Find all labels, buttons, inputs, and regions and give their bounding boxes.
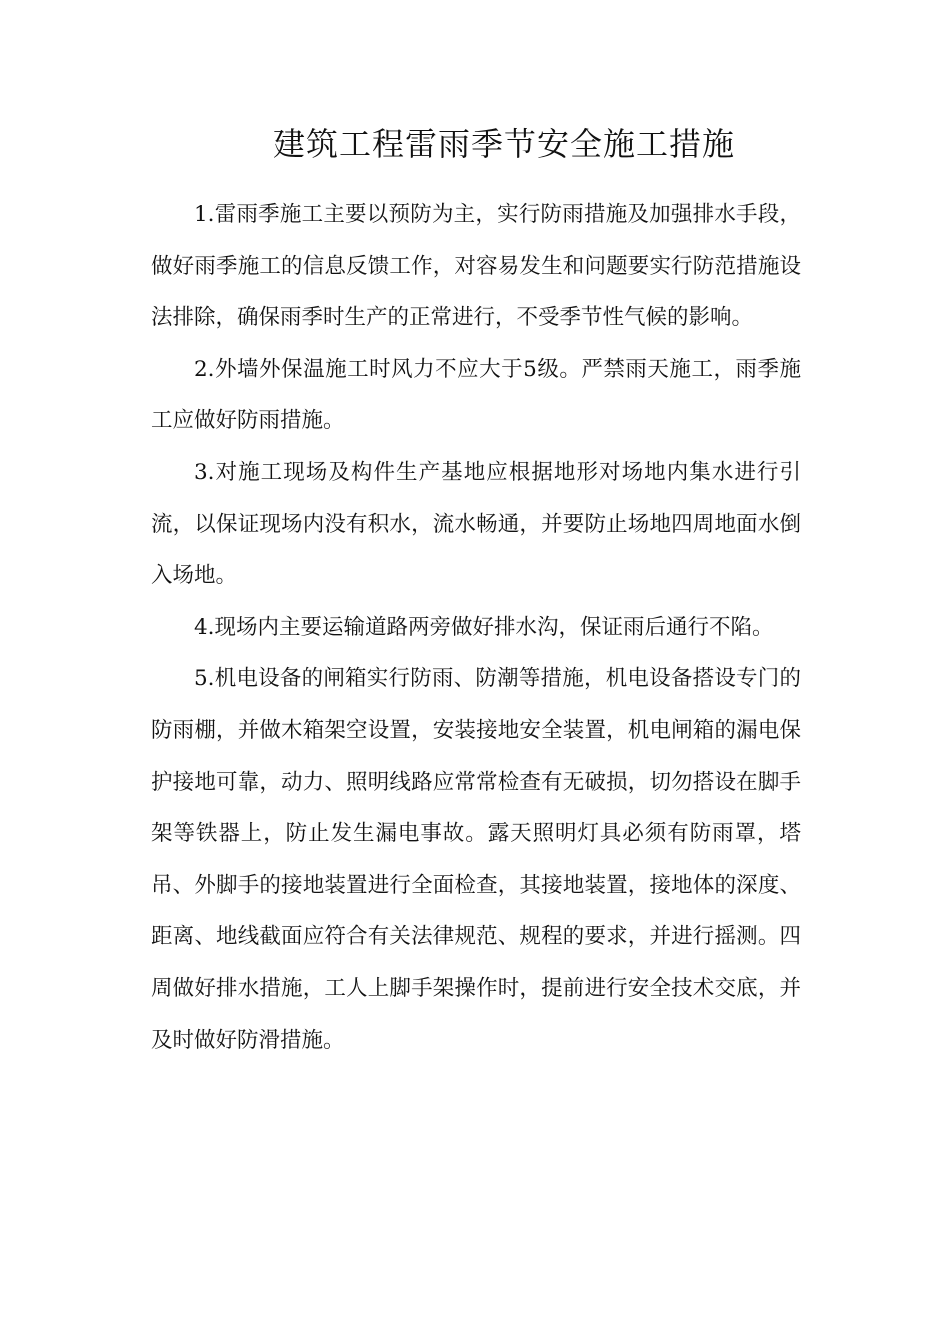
paragraph-5: 5.机电设备的闸箱实行防雨、防潮等措施，机电设备搭设专门的防雨棚，并做木箱架空设置，安装接地安全装置，机电闸箱的漏电保护接地可靠，动力、照明线路应常常检查有无破损，切勿搭设在脚手架等铁器上，防止发生漏电事故。露天照明灯具必须有防雨罩，塔吊、外脚手的接地装置进行全面检查，其接地装置，接地体的深度、距离、地线截面应符合有关法律规范、规程的要求，并进行摇测。四周做好排水措施，工人上脚手架操作时，提前进行安全技术交底，并及时做好防滑措施。 [151, 666, 801, 1053]
paragraph-1: 1.雷雨季施工主要以预防为主，实行防雨措施及加强排水手段，做好雨季施工的信息反馈工作，对容易发生和问题要实行防范措施设法排除，确保雨季时生产的正常进行，不受季节性气候的影响。 [151, 202, 801, 331]
document-title: 建筑工程雷雨季节安全施工措施 [272, 125, 735, 163]
paragraph-3: 3.对施工现场及构件生产基地应根据地形对场地内集水进行引流，以保证现场内没有积水，流水畅通，并要防止场地四周地面水倒入场地。 [151, 459, 801, 589]
document-body [151, 189, 801, 1066]
paragraph-2: 2.外墙外保温施工时风力不应大于5级。严禁雨天施工，雨季施工应做好防雨措施。 [151, 356, 801, 434]
paragraph-4: 4.现场内主要运输道路两旁做好排水沟，保证雨后通行不陷。 [194, 614, 774, 640]
